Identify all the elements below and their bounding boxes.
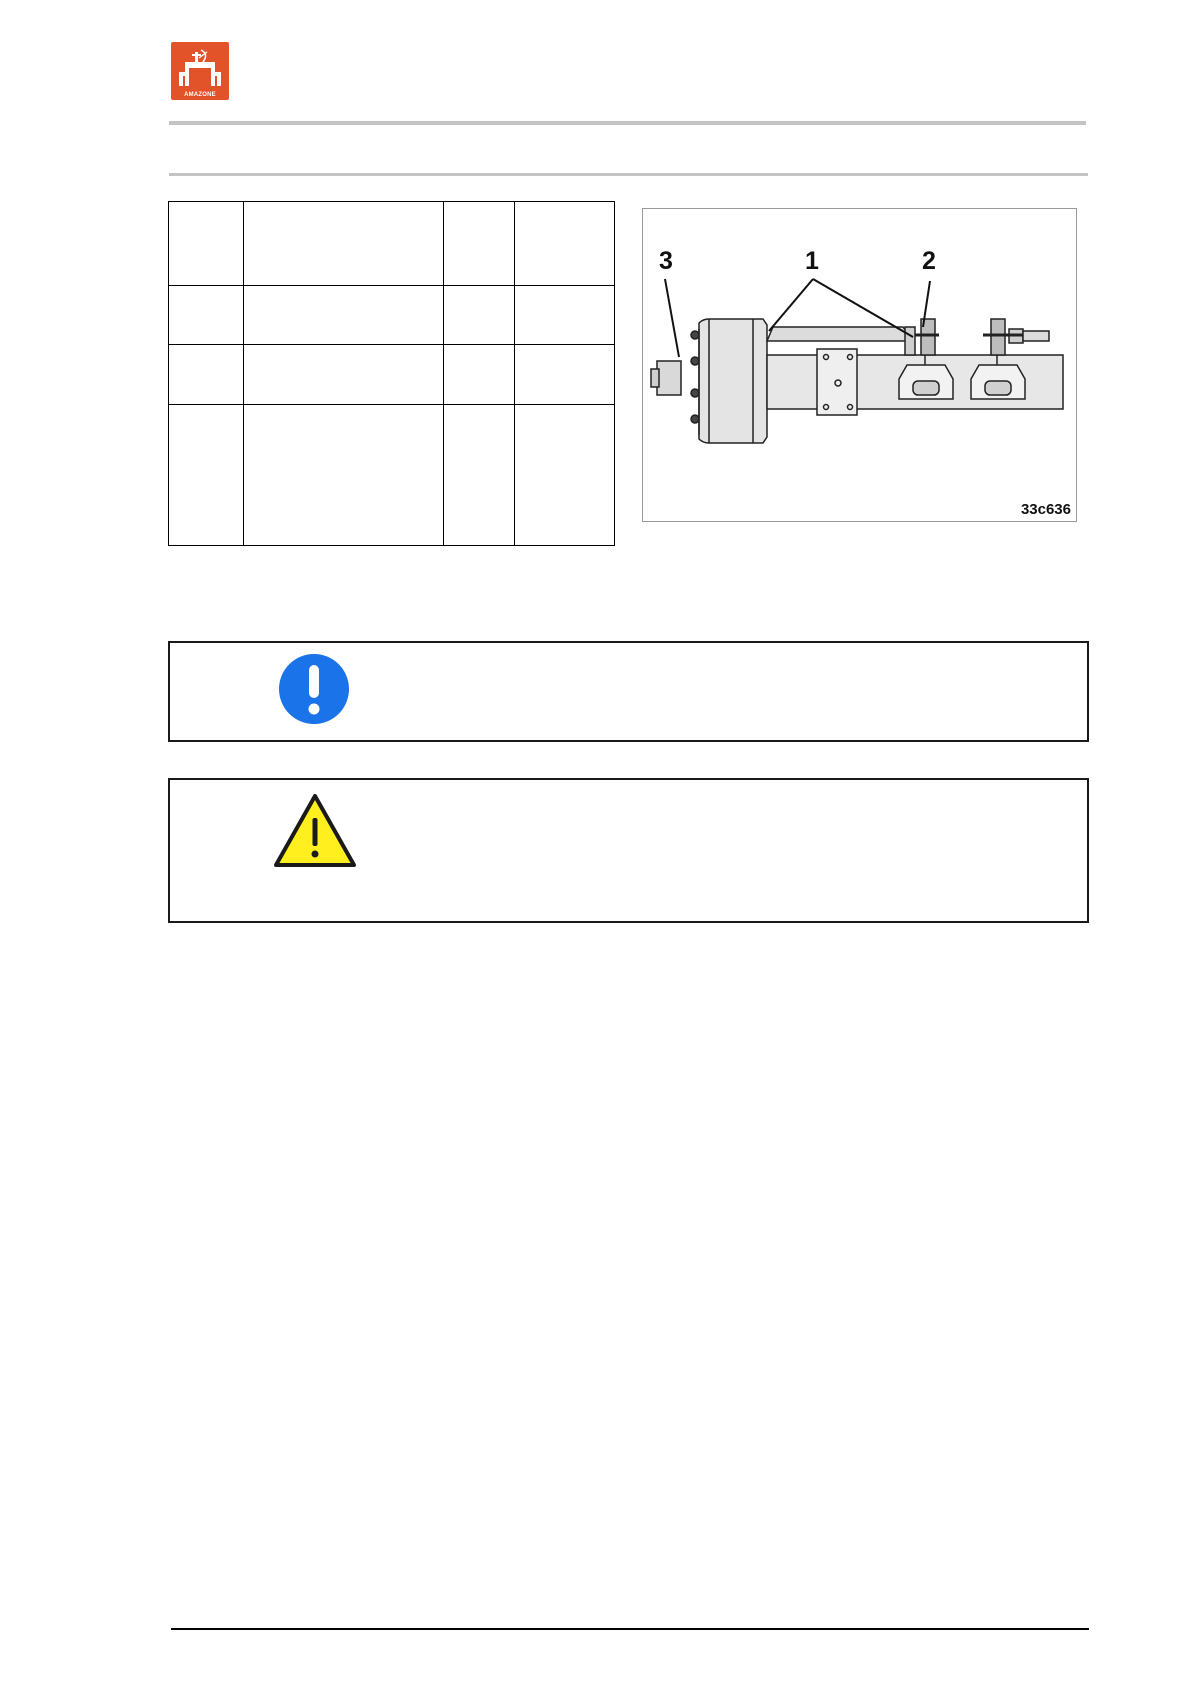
table-cell: [444, 286, 515, 345]
table-cell: [169, 345, 244, 405]
table-row: [169, 405, 615, 546]
important-notice: [168, 641, 1089, 742]
footer-rule: [171, 1628, 1089, 1630]
callout-label: 3: [659, 247, 673, 275]
table-cell: [244, 286, 444, 345]
warning-triangle-icon: [272, 792, 358, 870]
table-row: [169, 345, 615, 405]
callout-label: 1: [805, 247, 819, 275]
table-cell: [444, 202, 515, 286]
table-cell: [244, 345, 444, 405]
table-row: [169, 286, 615, 345]
table-cell: [169, 405, 244, 546]
table-cell: [444, 345, 515, 405]
table-cell: [515, 202, 615, 286]
table-cell: [515, 405, 615, 546]
important-info-icon: [278, 653, 350, 725]
section-rule: [169, 173, 1088, 176]
spec-table: [168, 201, 615, 546]
figure-code: 33c636: [1020, 501, 1071, 518]
warning-notice: [168, 778, 1089, 923]
table-cell: [169, 286, 244, 345]
brand-name: AMAZONE: [184, 92, 216, 98]
table-cell: [515, 345, 615, 405]
table-cell: [444, 405, 515, 546]
header-rule: [169, 121, 1086, 125]
axle-illustration: [642, 208, 1077, 522]
callout-label: 2: [922, 247, 936, 275]
brand-logo: [171, 42, 229, 100]
table-cell: [244, 202, 444, 286]
table-cell: [169, 202, 244, 286]
axle-drawing: [643, 209, 1076, 521]
table-row: [169, 202, 615, 286]
table-cell: [515, 286, 615, 345]
table-cell: [244, 405, 444, 546]
